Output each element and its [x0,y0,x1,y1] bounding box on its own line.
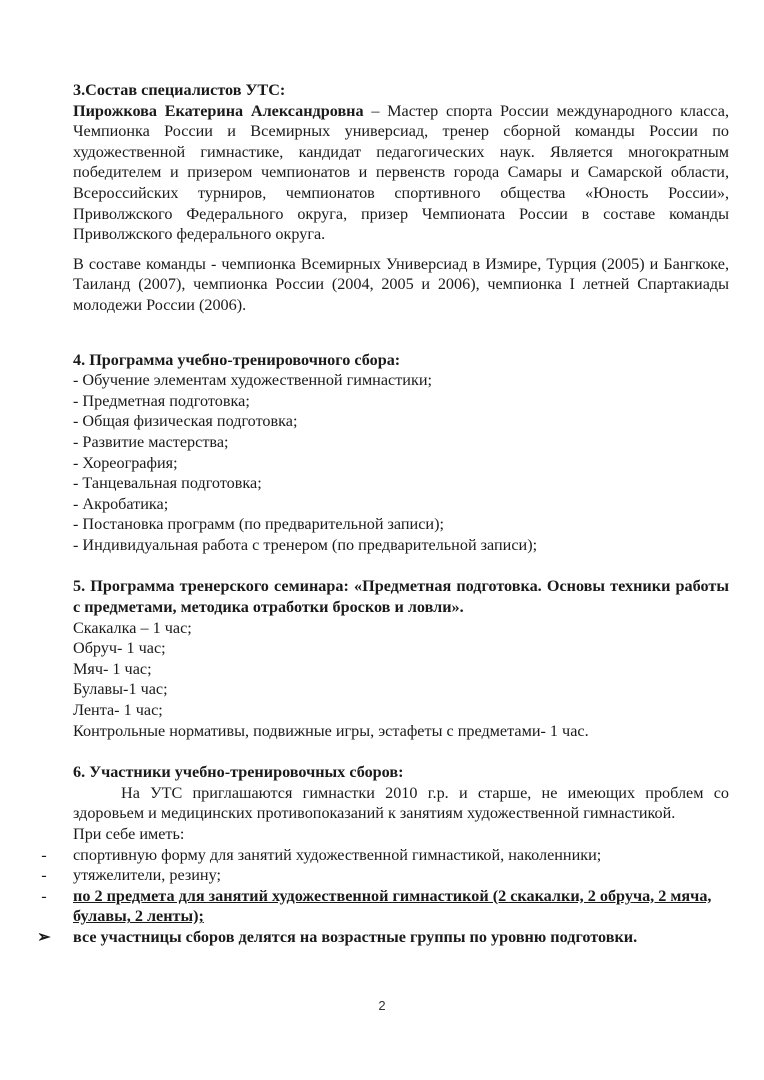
bring-label: При себе иметь: [73,825,185,843]
list-item: - Индивидуальная работа с тренером (по предварительной записи); [73,535,538,554]
list-item: Обруч- 1 час; [73,639,166,658]
page-number: 2 [378,998,386,1013]
section-3 [73,80,729,316]
dash-bullet: - [41,845,47,864]
specialist-name: Пирожкова Екатерина Александровна [73,101,364,120]
section-4-heading: 4. Программа учебно-тренировочного сбора: [73,350,401,369]
dash-bullet: - [41,886,47,905]
list-item: Лента- 1 час; [73,701,163,720]
list-item: - утяжелители, резину; [34,865,729,886]
list-item: - Хореография; [73,453,178,472]
arrow-list-item: ➢ все участницы сборов делятся на возрастные группы по уровню подготовки. [34,927,729,948]
list-item: - Развитие мастерства; [73,432,229,451]
list-item: Контрольные нормативы, подвижные игры, эстафеты с предметами- 1 час. [73,721,589,740]
document-page [37,80,729,948]
specialist-bio: – Мастер спорта России международного класса, Чемпионка России и Всемирных универсиад, тренер сборной команды России по художественной гимнастике, кандидат педагогических наук. Является многократным победителем и призером чемпионатов и первенств города Самары и Самарской области, Всероссийских турниров, чемпионатов спортивного общества «Юность России», Приволжского Федерального округа, призер Чемпионата России в составе команды Приволжского федерального округа. [73,101,729,244]
list-item: Мяч- 1 час; [73,659,152,678]
list-item: Скакалка – 1 час; [73,618,192,637]
list-item: - Акробатика; [73,494,169,513]
bring-list [34,845,729,948]
specialist-paragraph [73,101,729,245]
seminar-program-list [73,618,729,742]
underlined-equipment-text: по 2 предмета для занятий художественной гимнастикой (2 скакалки, 2 обруча, 2 мяча, булавы, 2 ленты); [73,886,712,926]
dash-bullet: - [41,866,47,885]
list-item: - спортивную форму для занятий художественной гимнастикой, наколенники; [34,845,729,866]
list-item [34,886,729,927]
participants-intro: На УТС приглашаются гимнастки 2010 г.р. и старше, не имеющих проблем со здоровьем и медицинских противопоказаний к занятиям художественной гимнастикой. [73,783,729,823]
section-6 [37,762,729,947]
list-item: - Обучение элементам художественной гимнастики; [73,371,432,390]
section-3-heading: 3.Состав специалистов УТС: [73,81,286,99]
list-item: - Предметная подготовка; [73,391,250,410]
section-6-heading: 6. Участники учебно-тренировочных сборов: [73,763,404,782]
section-5-heading: 5. Программа тренерского семинара: «Предметная подготовка. Основы техники работы с предметами, методика отработки бросков и ловли». [73,577,729,617]
section-5 [73,576,729,741]
team-paragraph: В составе команды - чемпионка Всемирных Универсиад в Измире, Турция (2005) и Бангкоке, Таиланд (2007), чемпионка России (2004, 2005 и 2006), чемпионка I летней Спартакиады молодежи России (2006). [73,254,729,314]
list-item: - Постановка программ (по предварительной записи); [73,515,444,534]
training-program-list [73,370,729,555]
section-4 [73,350,729,556]
list-item: - Танцевальная подготовка; [73,474,262,493]
list-item: - Общая физическая подготовка; [73,412,298,431]
arrow-bullet-icon: ➢ [37,927,51,946]
list-item: Булавы-1 час; [73,680,168,699]
